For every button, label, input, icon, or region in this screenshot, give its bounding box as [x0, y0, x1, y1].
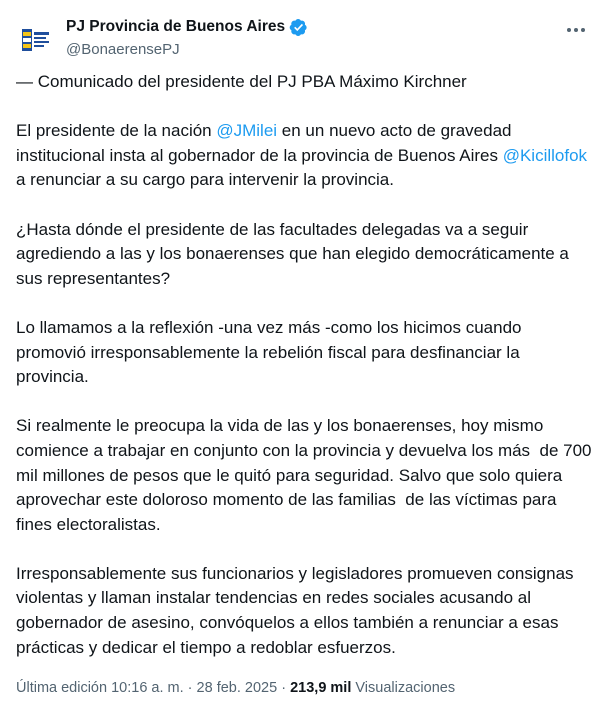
pj-logo-icon	[22, 29, 50, 51]
tweet-paragraph	[16, 414, 596, 537]
tweet-paragraph	[16, 70, 596, 95]
tweet-paragraph	[16, 562, 596, 660]
display-name-row	[66, 16, 308, 38]
tweet-paragraph	[16, 119, 596, 193]
display-name[interactable]: PJ Provincia de Buenos Aires	[66, 18, 286, 35]
tweet-text-segment: Irresponsablemente sus funcionarios y legisladores promueven consignas violentas y llaman instalar tendencias en redes sociales acusando al gobernador de asesino, convóquelos a ellos también a renunciar a esas prácticas y dedicar el tiempo a redoblar esfuerzos.	[16, 563, 579, 657]
author-names	[66, 16, 308, 58]
verified-badge-icon[interactable]	[289, 18, 308, 37]
more-options-icon[interactable]	[562, 20, 590, 40]
author-handle[interactable]: @BonaerensePJ	[66, 41, 180, 58]
tweet-header	[16, 12, 594, 60]
tweet-paragraph	[16, 316, 596, 390]
tweet-paragraph	[16, 218, 596, 292]
views-label: Visualizaciones	[355, 680, 456, 696]
tweet-text-segment: Si realmente le preocupa la vida de las y los bonaerenses, hoy mismo comience a trabajar en conjunto con la provincia y devuelva los más de 700 mil millones de pesos que le quitó para seguridad. Salvo que solo quiera aprovechar este doloroso momento de las familias de las víctimas para fines electoralistas.	[16, 416, 597, 534]
tweet-text-segment: a renunciar a su cargo para intervenir la provincia.	[16, 145, 592, 190]
views-count: 213,9 mil	[290, 680, 352, 696]
mention-link[interactable]: @JMilei	[216, 121, 278, 141]
meta-separator: ·	[281, 680, 287, 696]
mention-link[interactable]: @Kicillofok	[502, 145, 588, 165]
tweet-text-segment: ¿Hasta dónde el presidente de las facultades delegadas va a seguir agrediendo a las y los bonaerenses que han elegido democráticamente a sus representantes?	[16, 219, 574, 288]
avatar[interactable]	[16, 20, 56, 60]
tweet-text-segment: El presidente de la nación	[16, 121, 217, 141]
tweet-date[interactable]: 28 feb. 2025	[196, 680, 278, 696]
tweet-metadata	[16, 680, 455, 696]
tweet-text-segment: en un nuevo acto de gravedad institucional insta al gobernador de la provincia de Buenos Aires	[16, 121, 517, 165]
tweet-text	[16, 70, 596, 660]
edited-timestamp[interactable]: Última edición 10:16 a. m.	[16, 680, 184, 696]
tweet-text-segment: — Comunicado del presidente del PJ PBA Máximo Kirchner	[16, 72, 467, 91]
meta-separator: ·	[187, 680, 193, 696]
tweet-text-segment: Lo llamamos a la reflexión -una vez más -como los hicimos cuando promovió irresponsablemente la rebelión fiscal para desfinanciar la provincia.	[16, 317, 527, 387]
